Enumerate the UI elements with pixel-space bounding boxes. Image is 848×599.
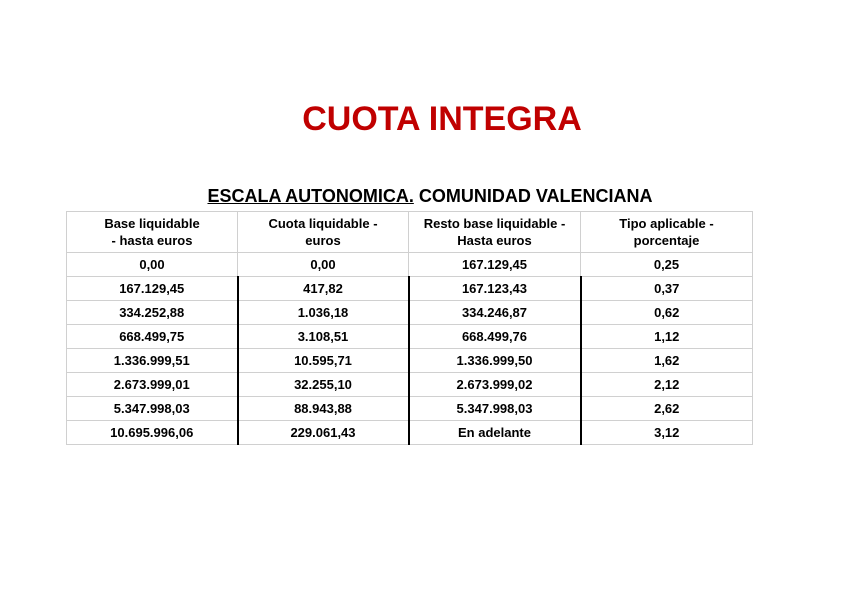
table-row (67, 277, 753, 301)
cell-cuota: 10.595,71 (238, 349, 409, 373)
cell-resto: 2.673.999,02 (409, 373, 581, 397)
table-caption-underlined: ESCALA AUTONOMICA. (207, 186, 414, 206)
table-header-row (67, 212, 753, 253)
header-line: Tipo aplicable - (619, 216, 714, 231)
table-row (67, 253, 753, 277)
cell-cuota: 0,00 (238, 253, 409, 277)
table-row (67, 373, 753, 397)
header-cuota-liquidable (238, 212, 409, 253)
header-tipo-aplicable (581, 212, 753, 253)
cell-cuota: 88.943,88 (238, 397, 409, 421)
cell-base: 334.252,88 (67, 301, 238, 325)
cell-resto: En adelante (409, 421, 581, 445)
header-line: Base liquidable (104, 216, 200, 231)
header-line: euros (305, 233, 341, 248)
header-line: Resto base liquidable - (423, 216, 566, 231)
header-line: Cuota liquidable - (268, 216, 378, 231)
cell-resto: 167.123,43 (409, 277, 581, 301)
cell-base: 668.499,75 (67, 325, 238, 349)
cell-tipo: 0,62 (581, 301, 753, 325)
cell-cuota: 417,82 (238, 277, 409, 301)
cell-base: 1.336.999,51 (67, 349, 238, 373)
cell-resto: 5.347.998,03 (409, 397, 581, 421)
header-resto-base (409, 212, 581, 253)
cell-resto: 167.129,45 (409, 253, 581, 277)
page-title: CUOTA INTEGRA (302, 100, 582, 138)
cell-base: 5.347.998,03 (67, 397, 238, 421)
header-line: porcentaje (633, 233, 700, 248)
table-caption-rest: COMUNIDAD VALENCIANA (413, 186, 653, 206)
cell-base: 167.129,45 (67, 277, 238, 301)
cell-cuota: 32.255,10 (238, 373, 409, 397)
cell-base: 0,00 (67, 253, 238, 277)
tax-scale-table (66, 211, 753, 445)
cell-tipo: 1,62 (581, 349, 753, 373)
cell-tipo: 0,37 (581, 277, 753, 301)
header-base-liquidable (67, 212, 238, 253)
cell-tipo: 2,62 (581, 397, 753, 421)
table-row (67, 397, 753, 421)
cell-base: 2.673.999,01 (67, 373, 238, 397)
cell-resto: 1.336.999,50 (409, 349, 581, 373)
cell-base: 10.695.996,06 (67, 421, 238, 445)
cell-cuota: 3.108,51 (238, 325, 409, 349)
cell-resto: 668.499,76 (409, 325, 581, 349)
table-row (67, 349, 753, 373)
cell-tipo: 3,12 (581, 421, 753, 445)
table-caption (0, 186, 848, 207)
table-row (67, 325, 753, 349)
header-line: Hasta euros (457, 233, 532, 248)
header-line: - hasta euros (111, 233, 193, 248)
cell-resto: 334.246,87 (409, 301, 581, 325)
cell-cuota: 1.036,18 (238, 301, 409, 325)
table-row (67, 301, 753, 325)
cell-cuota: 229.061,43 (238, 421, 409, 445)
table-row (67, 421, 753, 445)
cell-tipo: 2,12 (581, 373, 753, 397)
cell-tipo: 1,12 (581, 325, 753, 349)
cell-tipo: 0,25 (581, 253, 753, 277)
